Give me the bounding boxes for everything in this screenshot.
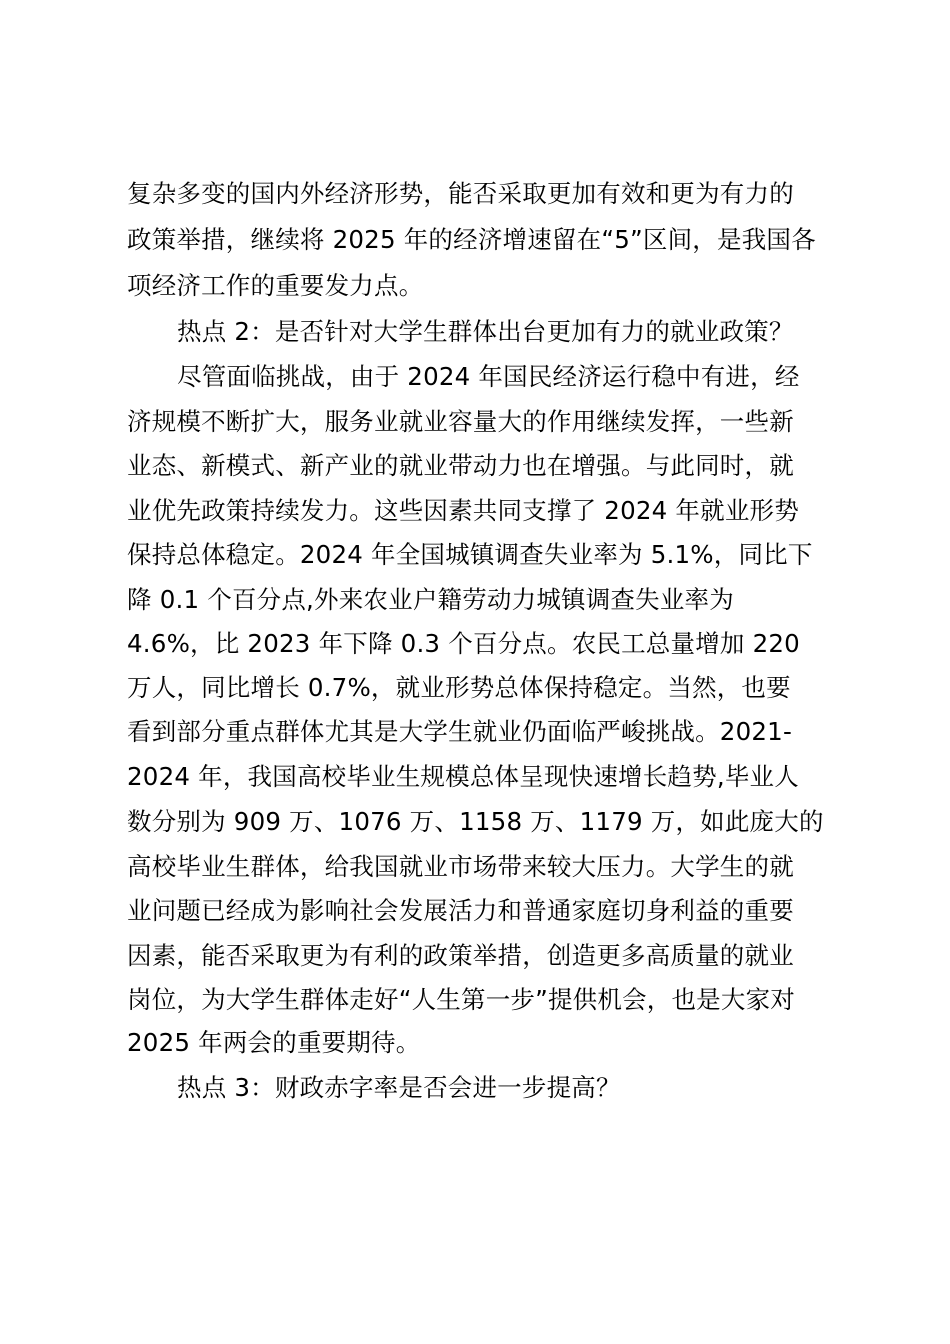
paragraph-line: 保持总体稳定。2024 年全国城镇调查失业率为 5.1%，同比下	[127, 540, 813, 569]
paragraph-line: 政策举措，继续将 2025 年的经济增速留在“5”区间，是我国各	[127, 225, 816, 254]
paragraph-line: 万人，同比增长 0.7%，就业形势总体保持稳定。当然，也要	[127, 673, 791, 702]
paragraph-line: 降 0.1 个百分点,外来农业户籍劳动力城镇调查失业率为	[127, 585, 734, 614]
paragraph-line: 数分别为 909 万、1076 万、1158 万、1179 万，如此庞大的	[127, 807, 824, 836]
paragraph-line: 尽管面临挑战，由于 2024 年国民经济运行稳中有进，经	[177, 362, 800, 391]
paragraph-line: 业优先政策持续发力。这些因素共同支撑了 2024 年就业形势	[127, 496, 799, 525]
paragraph-line: 项经济工作的重要发力点。	[127, 271, 424, 300]
paragraph-line: 看到部分重点群体尤其是大学生就业仍面临严峻挑战。2021-	[127, 717, 792, 746]
section-heading-hotspot-2: 热点 2：是否针对大学生群体出台更加有力的就业政策？	[177, 317, 794, 346]
paragraph-line: 高校毕业生群体，给我国就业市场带来较大压力。大学生的就	[127, 852, 794, 881]
paragraph-line: 济规模不断扩大，服务业就业容量大的作用继续发挥，一些新	[127, 407, 794, 436]
paragraph-line: 业问题已经成为影响社会发展活力和普通家庭切身利益的重要	[127, 896, 794, 925]
paragraph-line: 2025 年两会的重要期待。	[127, 1028, 421, 1057]
paragraph-line: 岗位，为大学生群体走好“人生第一步”提供机会，也是大家对	[127, 985, 795, 1014]
section-heading-hotspot-3: 热点 3：财政赤字率是否会进一步提高？	[177, 1073, 621, 1102]
paragraph-line: 复杂多变的国内外经济形势，能否采取更加有效和更为有力的	[127, 179, 794, 208]
paragraph-line: 业态、新模式、新产业的就业带动力也在增强。与此同时，就	[127, 451, 794, 480]
paragraph-line: 2024 年，我国高校毕业生规模总体呈现快速增长趋势,毕业人	[127, 762, 799, 791]
paragraph-line: 因素，能否采取更为有利的政策举措，创造更多高质量的就业	[127, 941, 794, 970]
paragraph-line: 4.6%，比 2023 年下降 0.3 个百分点。农民工总量增加 220	[127, 629, 800, 658]
